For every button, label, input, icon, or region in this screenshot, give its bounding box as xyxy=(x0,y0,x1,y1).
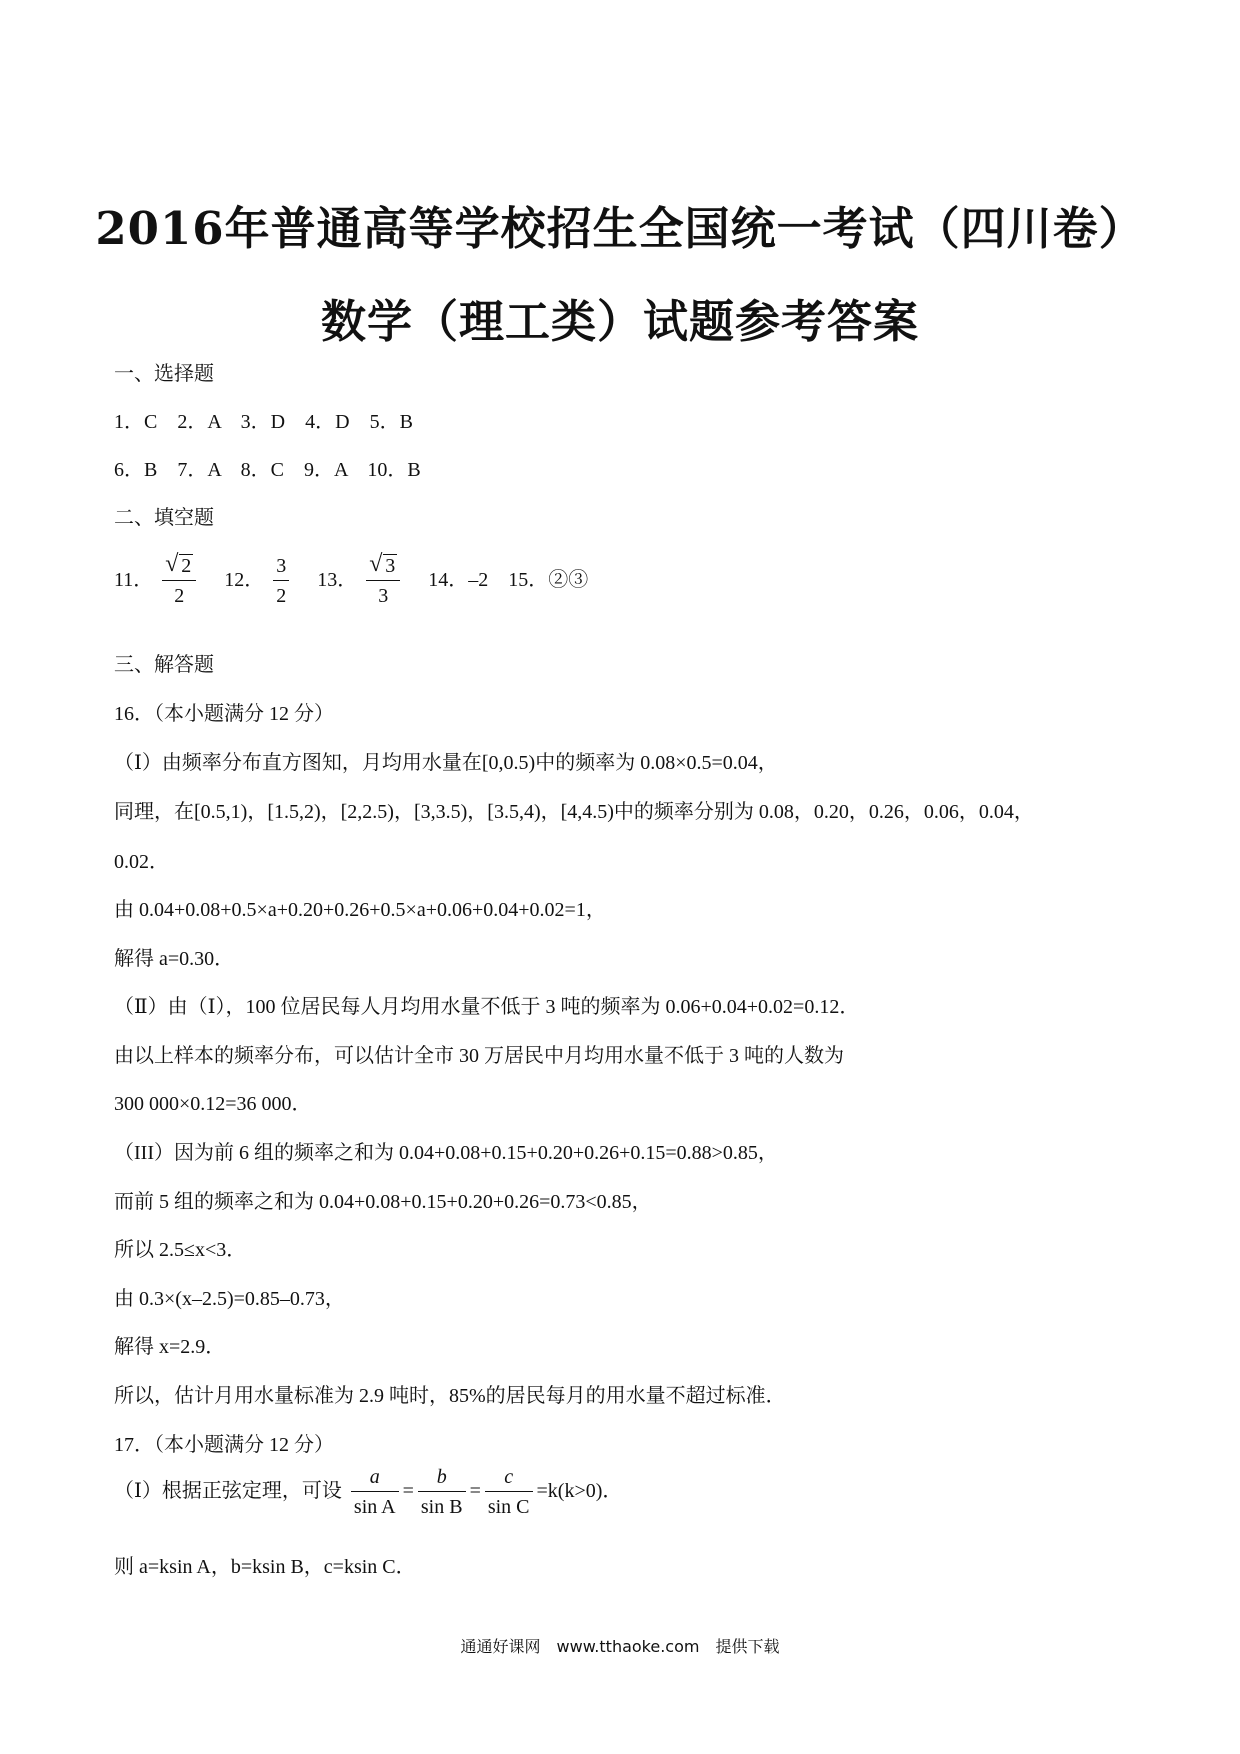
section-heading-fill: 二、填空题 xyxy=(114,507,214,529)
q17-line1: （Ⅰ）根据正弦定理，可设 $\frac{a}{\text{sin A}}$ = $\frac{b}{\text{sin B}}$ = $\frac{c}{\text{sin C}}$ =k(k>0)． xyxy=(114,1466,623,1518)
q16-line2: 同理，在[0.5,1)，[1.5,2)，[2,2.5)，[3,3.5)，[3.5,4)，[4,4.5)中的频率分别为 0.08，0.20，0.26，0.06，0.04， xyxy=(114,801,1034,823)
q16-line14: 所以，估计月用水量标准为 2.9 吨时，85%的居民每月的用水量不超过标准． xyxy=(114,1385,786,1407)
q16-header: 16．（本小题满分 12 分） xyxy=(114,703,334,725)
q12-fraction: $\frac{3}{2}$ xyxy=(273,555,289,608)
choice-answers-row1: 1．C 2．A 3．D 4．D 5．B xyxy=(114,411,413,433)
q16-line12: 由 0.3×(x–2.5)=0.85–0.73， xyxy=(114,1288,345,1310)
q11-fraction: √ 2 2 xyxy=(162,555,196,608)
footer-download-source: 通通好课网 www.tthaoke.com 提供下载 xyxy=(460,1637,780,1656)
q16-line6: （Ⅱ）由（Ⅰ），100 位居民每人月均用水量不低于 3 吨的频率为 0.06+0.04+0.02=0.12． xyxy=(114,996,860,1018)
fraction-c-over-sinC: $\frac{c}{\text{sin C}}$ xyxy=(485,1466,533,1519)
q16-line8: 300 000×0.12=36 000． xyxy=(114,1093,312,1115)
fill-answers-row xyxy=(114,551,589,608)
q16-line5: 解得 a=0.30． xyxy=(114,948,235,970)
q16-line1: （Ⅰ）由频率分布直方图知，月均用水量在[0,0.5)中的频率为 0.08×0.5=0.04， xyxy=(114,752,778,774)
q16-line9: （III）因为前 6 组的频率之和为 0.04+0.08+0.15+0.20+0.26+0.15=0.88>0.85， xyxy=(114,1142,778,1164)
choice-answers-row2: 6．B 7．A 8．C 9．A 10．B xyxy=(114,459,421,481)
sqrt-symbol: √ 3 xyxy=(369,551,396,577)
section-heading-solutions: 三、解答题 xyxy=(114,654,214,676)
q13-fraction: √ 3 3 xyxy=(366,555,400,608)
sqrt-symbol: √ 2 xyxy=(165,551,192,577)
q11-label: 11． xyxy=(114,569,154,592)
fraction-b-over-sinB: $\frac{b}{\text{sin B}}$ xyxy=(418,1466,466,1519)
q16-line10: 而前 5 组的频率之和为 0.04+0.08+0.15+0.20+0.26=0.73<0.85， xyxy=(114,1191,652,1213)
q17-header: 17．（本小题满分 12 分） xyxy=(114,1434,334,1456)
q16-line11: 所以 2.5≤x<3． xyxy=(114,1239,247,1261)
q13-label: 13． xyxy=(317,569,358,592)
fraction-a-over-sinA: $\frac{a}{\text{sin A}}$ xyxy=(351,1466,399,1519)
document-title-line2: 数学（理工类）试题参考答案 xyxy=(320,295,919,348)
q16-line4: 由 0.04+0.08+0.5×a+0.20+0.26+0.5×a+0.06+0.04+0.02=1， xyxy=(114,899,606,921)
q16-line3: 0.02． xyxy=(114,851,169,873)
section-heading-choice: 一、选择题 xyxy=(114,363,214,385)
q12-label: 12． xyxy=(224,569,265,592)
document-title-line1: 2016年普通高等学校招生全国统一考试（四川卷） xyxy=(95,202,1145,255)
q14-15-answers: 14．–2 15．②③ xyxy=(428,569,589,592)
q17-line2: 则 a=ksin A，b=ksin B，c=ksin C． xyxy=(114,1556,416,1578)
q16-line7: 由以上样本的频率分布，可以估计全市 30 万居民中月均用水量不低于 3 吨的人数为 xyxy=(114,1045,844,1067)
q16-line13: 解得 x=2.9． xyxy=(114,1336,226,1358)
